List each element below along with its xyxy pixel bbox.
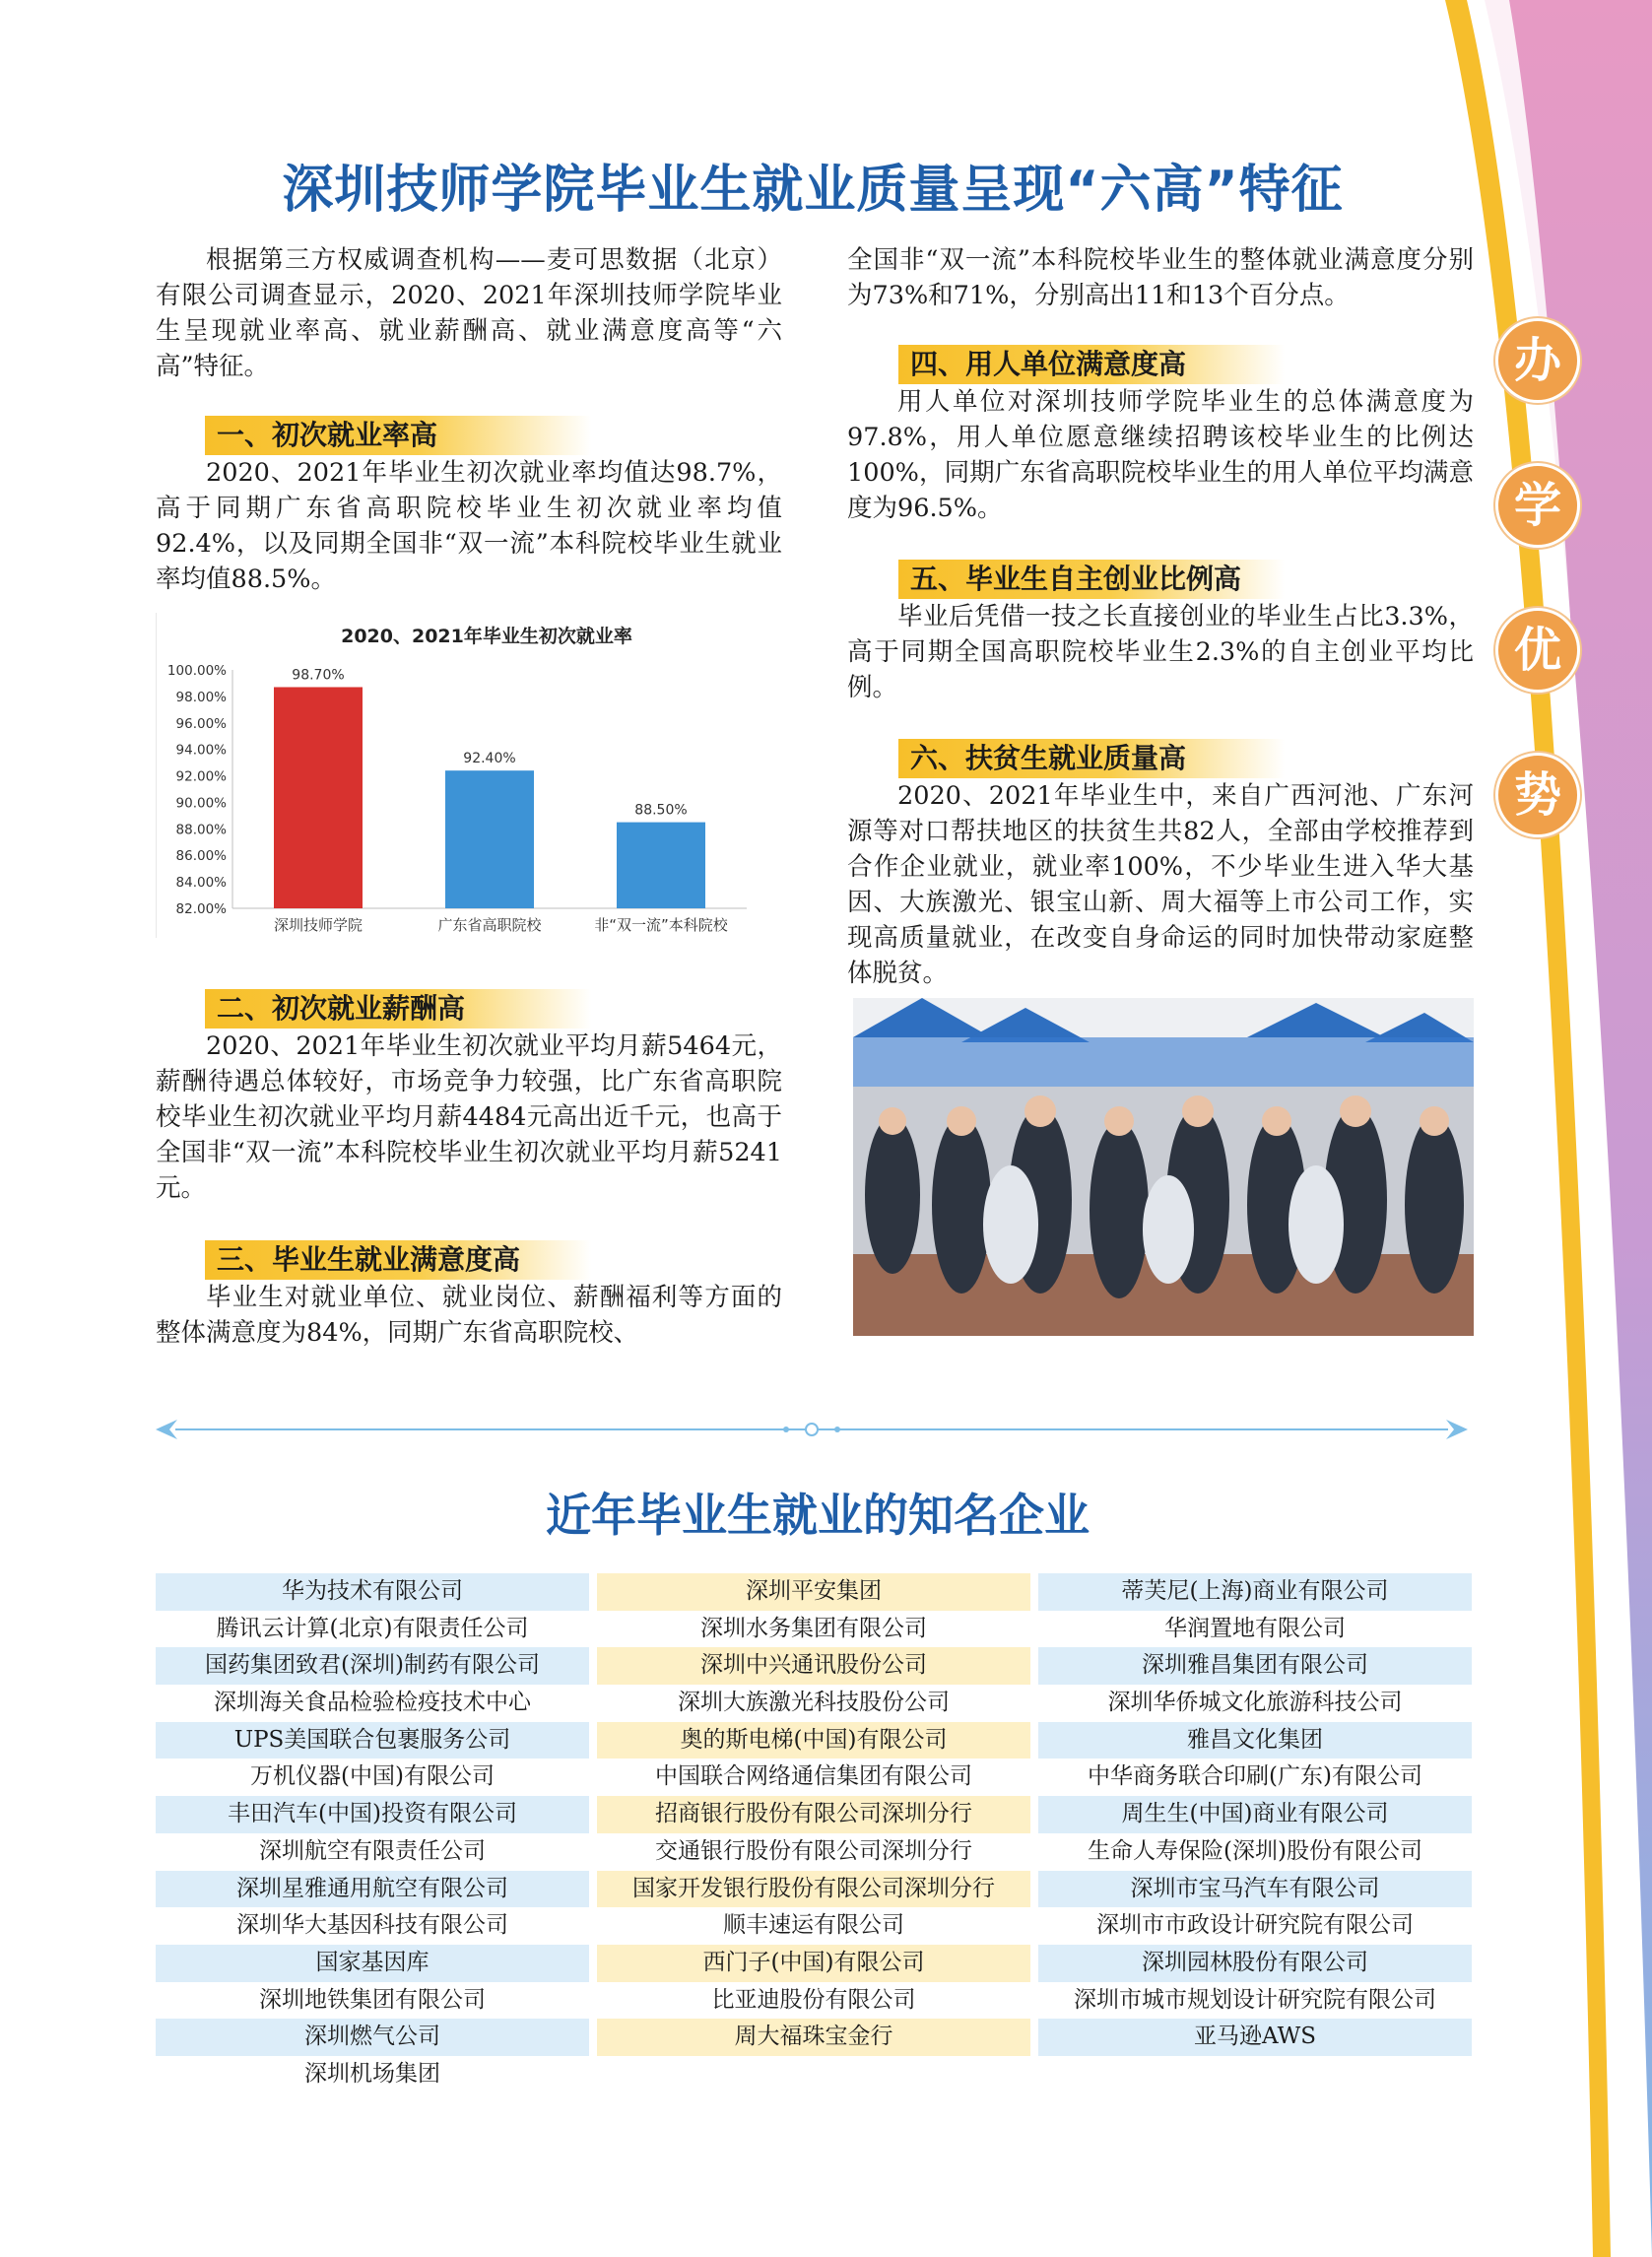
y-tick-label: 86.00% bbox=[175, 848, 227, 865]
section-heading-1: 一、初次就业率高 bbox=[205, 416, 591, 455]
section-heading-6: 六、扶贫生就业质量高 bbox=[898, 739, 1285, 778]
company-cell: 中华商务联合印刷(广东)有限公司 bbox=[1088, 1763, 1422, 1790]
y-tick-label: 98.00% bbox=[175, 689, 227, 705]
company-cell: 深圳华侨城文化旅游科技公司 bbox=[1107, 1690, 1403, 1716]
company-cell: 国药集团致君(深圳)制药有限公司 bbox=[156, 1647, 589, 1685]
section-text-2: 2020、2021年毕业生初次就业平均月薪5464元，薪酬待遇总体较好，市场竞争力较强，比广东省高职院校毕业生初次就业平均月薪4484元高出近千元，也高于全国非“双一流”本科院校毕业生初次就业平均月薪5241元。 bbox=[156, 1031, 782, 1203]
side-badge: 优 bbox=[1495, 608, 1580, 693]
company-cell: 亚马逊AWS bbox=[1038, 2019, 1472, 2056]
y-tick-label: 84.00% bbox=[175, 875, 227, 892]
company-cell bbox=[1038, 2056, 1472, 2093]
company-cell: 深圳市市政设计研究院有限公司 bbox=[1096, 1912, 1414, 1939]
section-text-5: 毕业后凭借一技之长直接创业的毕业生占比3.3%，高于同期全国高职院校毕业生2.3%的自主创业平均比例。 bbox=[847, 602, 1474, 702]
bar-value-label: 98.70% bbox=[292, 667, 345, 684]
company-cell: 奥的斯电梯(中国)有限公司 bbox=[597, 1722, 1030, 1759]
page-title: 深圳技师学院毕业生就业质量呈现“六高”特征 bbox=[282, 161, 1344, 220]
company-cell: 中国联合网络通信集团有限公司 bbox=[655, 1763, 972, 1790]
company-cell: 深圳大族激光科技股份公司 bbox=[678, 1690, 950, 1716]
companies-grid bbox=[156, 1573, 1472, 2093]
section-heading-3: 三、毕业生就业满意度高 bbox=[205, 1240, 591, 1280]
section-text-4: 用人单位对深圳技师学院毕业生的总体满意度为97.8%，用人单位愿意继续招聘该校毕业生的比例达100%，同期广东省高职院校毕业生的用人单位平均满意度为96.5%。 bbox=[847, 387, 1474, 523]
company-cell: 周大福珠宝金行 bbox=[597, 2019, 1030, 2056]
company-cell: 深圳园林股份有限公司 bbox=[1038, 1945, 1472, 1982]
company-cell: 雅昌文化集团 bbox=[1038, 1722, 1472, 1759]
company-cell: 万机仪器(中国)有限公司 bbox=[250, 1763, 495, 1790]
section-heading-4: 四、用人单位满意度高 bbox=[898, 345, 1285, 384]
company-cell: 深圳星雅通用航空有限公司 bbox=[156, 1871, 589, 1908]
y-tick-label: 92.00% bbox=[175, 768, 227, 785]
company-cell: 顺丰速运有限公司 bbox=[723, 1912, 904, 1939]
side-badge: 学 bbox=[1495, 463, 1580, 548]
company-cell: 周生生(中国)商业有限公司 bbox=[1038, 1796, 1472, 1833]
y-tick-label: 82.00% bbox=[175, 901, 227, 917]
chart-title: 2020、2021年毕业生初次就业率 bbox=[341, 626, 632, 647]
company-cell: 招商银行股份有限公司深圳分行 bbox=[597, 1796, 1030, 1833]
company-cell: 深圳地铁集团有限公司 bbox=[259, 1986, 486, 2013]
company-cell: 深圳雅昌集团有限公司 bbox=[1038, 1647, 1472, 1685]
company-cell: 国家开发银行股份有限公司深圳分行 bbox=[597, 1871, 1030, 1908]
job-fair-photo bbox=[853, 998, 1474, 1336]
company-cell: 生命人寿保险(深圳)股份有限公司 bbox=[1088, 1837, 1422, 1864]
company-cell: 国家基因库 bbox=[156, 1945, 589, 1982]
company-cell: 交通银行股份有限公司深圳分行 bbox=[655, 1837, 972, 1864]
section-heading-5: 五、毕业生自主创业比例高 bbox=[898, 560, 1285, 599]
company-cell: 腾讯云计算(北京)有限责任公司 bbox=[216, 1615, 529, 1641]
company-cell: 蒂芙尼(上海)商业有限公司 bbox=[1038, 1573, 1472, 1611]
y-tick-label: 94.00% bbox=[175, 742, 227, 759]
section-text-1: 2020、2021年毕业生初次就业率均值达98.7%，高于同期广东省高职院校毕业生初次就业率均值92.4%，以及同期全国非“双一流”本科院校毕业生就业率均值88.5%。 bbox=[156, 458, 782, 594]
company-cell: UPS美国联合包裹服务公司 bbox=[156, 1722, 589, 1759]
y-tick-label: 96.00% bbox=[175, 715, 227, 732]
bar bbox=[274, 687, 363, 908]
company-cell: 深圳市宝马汽车有限公司 bbox=[1038, 1871, 1472, 1908]
y-tick-label: 100.00% bbox=[166, 663, 227, 679]
company-cell: 深圳平安集团 bbox=[597, 1573, 1030, 1611]
bar-value-label: 88.50% bbox=[634, 802, 688, 819]
company-cell: 深圳海关食品检验检疫技术中心 bbox=[214, 1690, 531, 1716]
bar-value-label: 92.40% bbox=[463, 751, 516, 767]
x-category-label: 广东省高职院校 bbox=[437, 916, 542, 934]
bar bbox=[617, 823, 705, 908]
company-cell: 深圳中兴通讯股份公司 bbox=[597, 1647, 1030, 1685]
x-category-label: 非“双一流”本科院校 bbox=[594, 916, 728, 934]
company-cell: 深圳市城市规划设计研究院有限公司 bbox=[1074, 1986, 1436, 2013]
y-tick-label: 90.00% bbox=[175, 795, 227, 812]
continuation-paragraph: 全国非“双一流”本科院校毕业生的整体就业满意度分别为73%和71%，分别高出11和13个百分点。 bbox=[847, 245, 1474, 310]
section-heading-2: 二、初次就业薪酬高 bbox=[205, 989, 591, 1029]
company-cell: 深圳航空有限责任公司 bbox=[259, 1837, 486, 1864]
company-cell: 华为技术有限公司 bbox=[156, 1573, 589, 1611]
section-text-6: 2020、2021年毕业生中，来自广西河池、广东河源等对口帮扶地区的扶贫生共82人，全部由学校推荐到合作企业就业，就业率100%，不少毕业生进入华大基因、大族激光、银宝山新、周大福等上市公司工作，实现高质量就业，在改变自身命运的同时加快带动家庭整体脱贫。 bbox=[847, 781, 1474, 988]
side-badge: 势 bbox=[1495, 753, 1580, 837]
company-cell: 深圳机场集团 bbox=[304, 2060, 440, 2087]
x-category-label: 深圳技师学院 bbox=[273, 916, 363, 934]
company-cell: 深圳水务集团有限公司 bbox=[700, 1615, 927, 1641]
company-cell: 西门子(中国)有限公司 bbox=[597, 1945, 1030, 1982]
company-cell bbox=[597, 2056, 1030, 2093]
bar bbox=[445, 770, 534, 908]
employment-rate-chart bbox=[156, 613, 778, 938]
company-cell: 比亚迪股份有限公司 bbox=[711, 1986, 916, 2013]
intro-paragraph: 根据第三方权威调查机构——麦可思数据（北京）有限公司调查显示，2020、2021年深圳技师学院毕业生呈现就业率高、就业薪酬高、就业满意度高等“六高”特征。 bbox=[156, 245, 782, 381]
company-cell: 华润置地有限公司 bbox=[1164, 1615, 1346, 1641]
company-cell: 丰田汽车(中国)投资有限公司 bbox=[156, 1796, 589, 1833]
company-cell: 深圳燃气公司 bbox=[156, 2019, 589, 2056]
side-badge: 办 bbox=[1495, 318, 1580, 403]
company-cell: 深圳华大基因科技有限公司 bbox=[236, 1912, 508, 1939]
decorative-divider bbox=[156, 1411, 1468, 1448]
companies-title: 近年毕业生就业的知名企业 bbox=[546, 1489, 1090, 1542]
section-text-3: 毕业生对就业单位、就业岗位、薪酬福利等方面的整体满意度为84%，同期广东省高职院校、 bbox=[156, 1283, 782, 1348]
y-tick-label: 88.00% bbox=[175, 822, 227, 838]
